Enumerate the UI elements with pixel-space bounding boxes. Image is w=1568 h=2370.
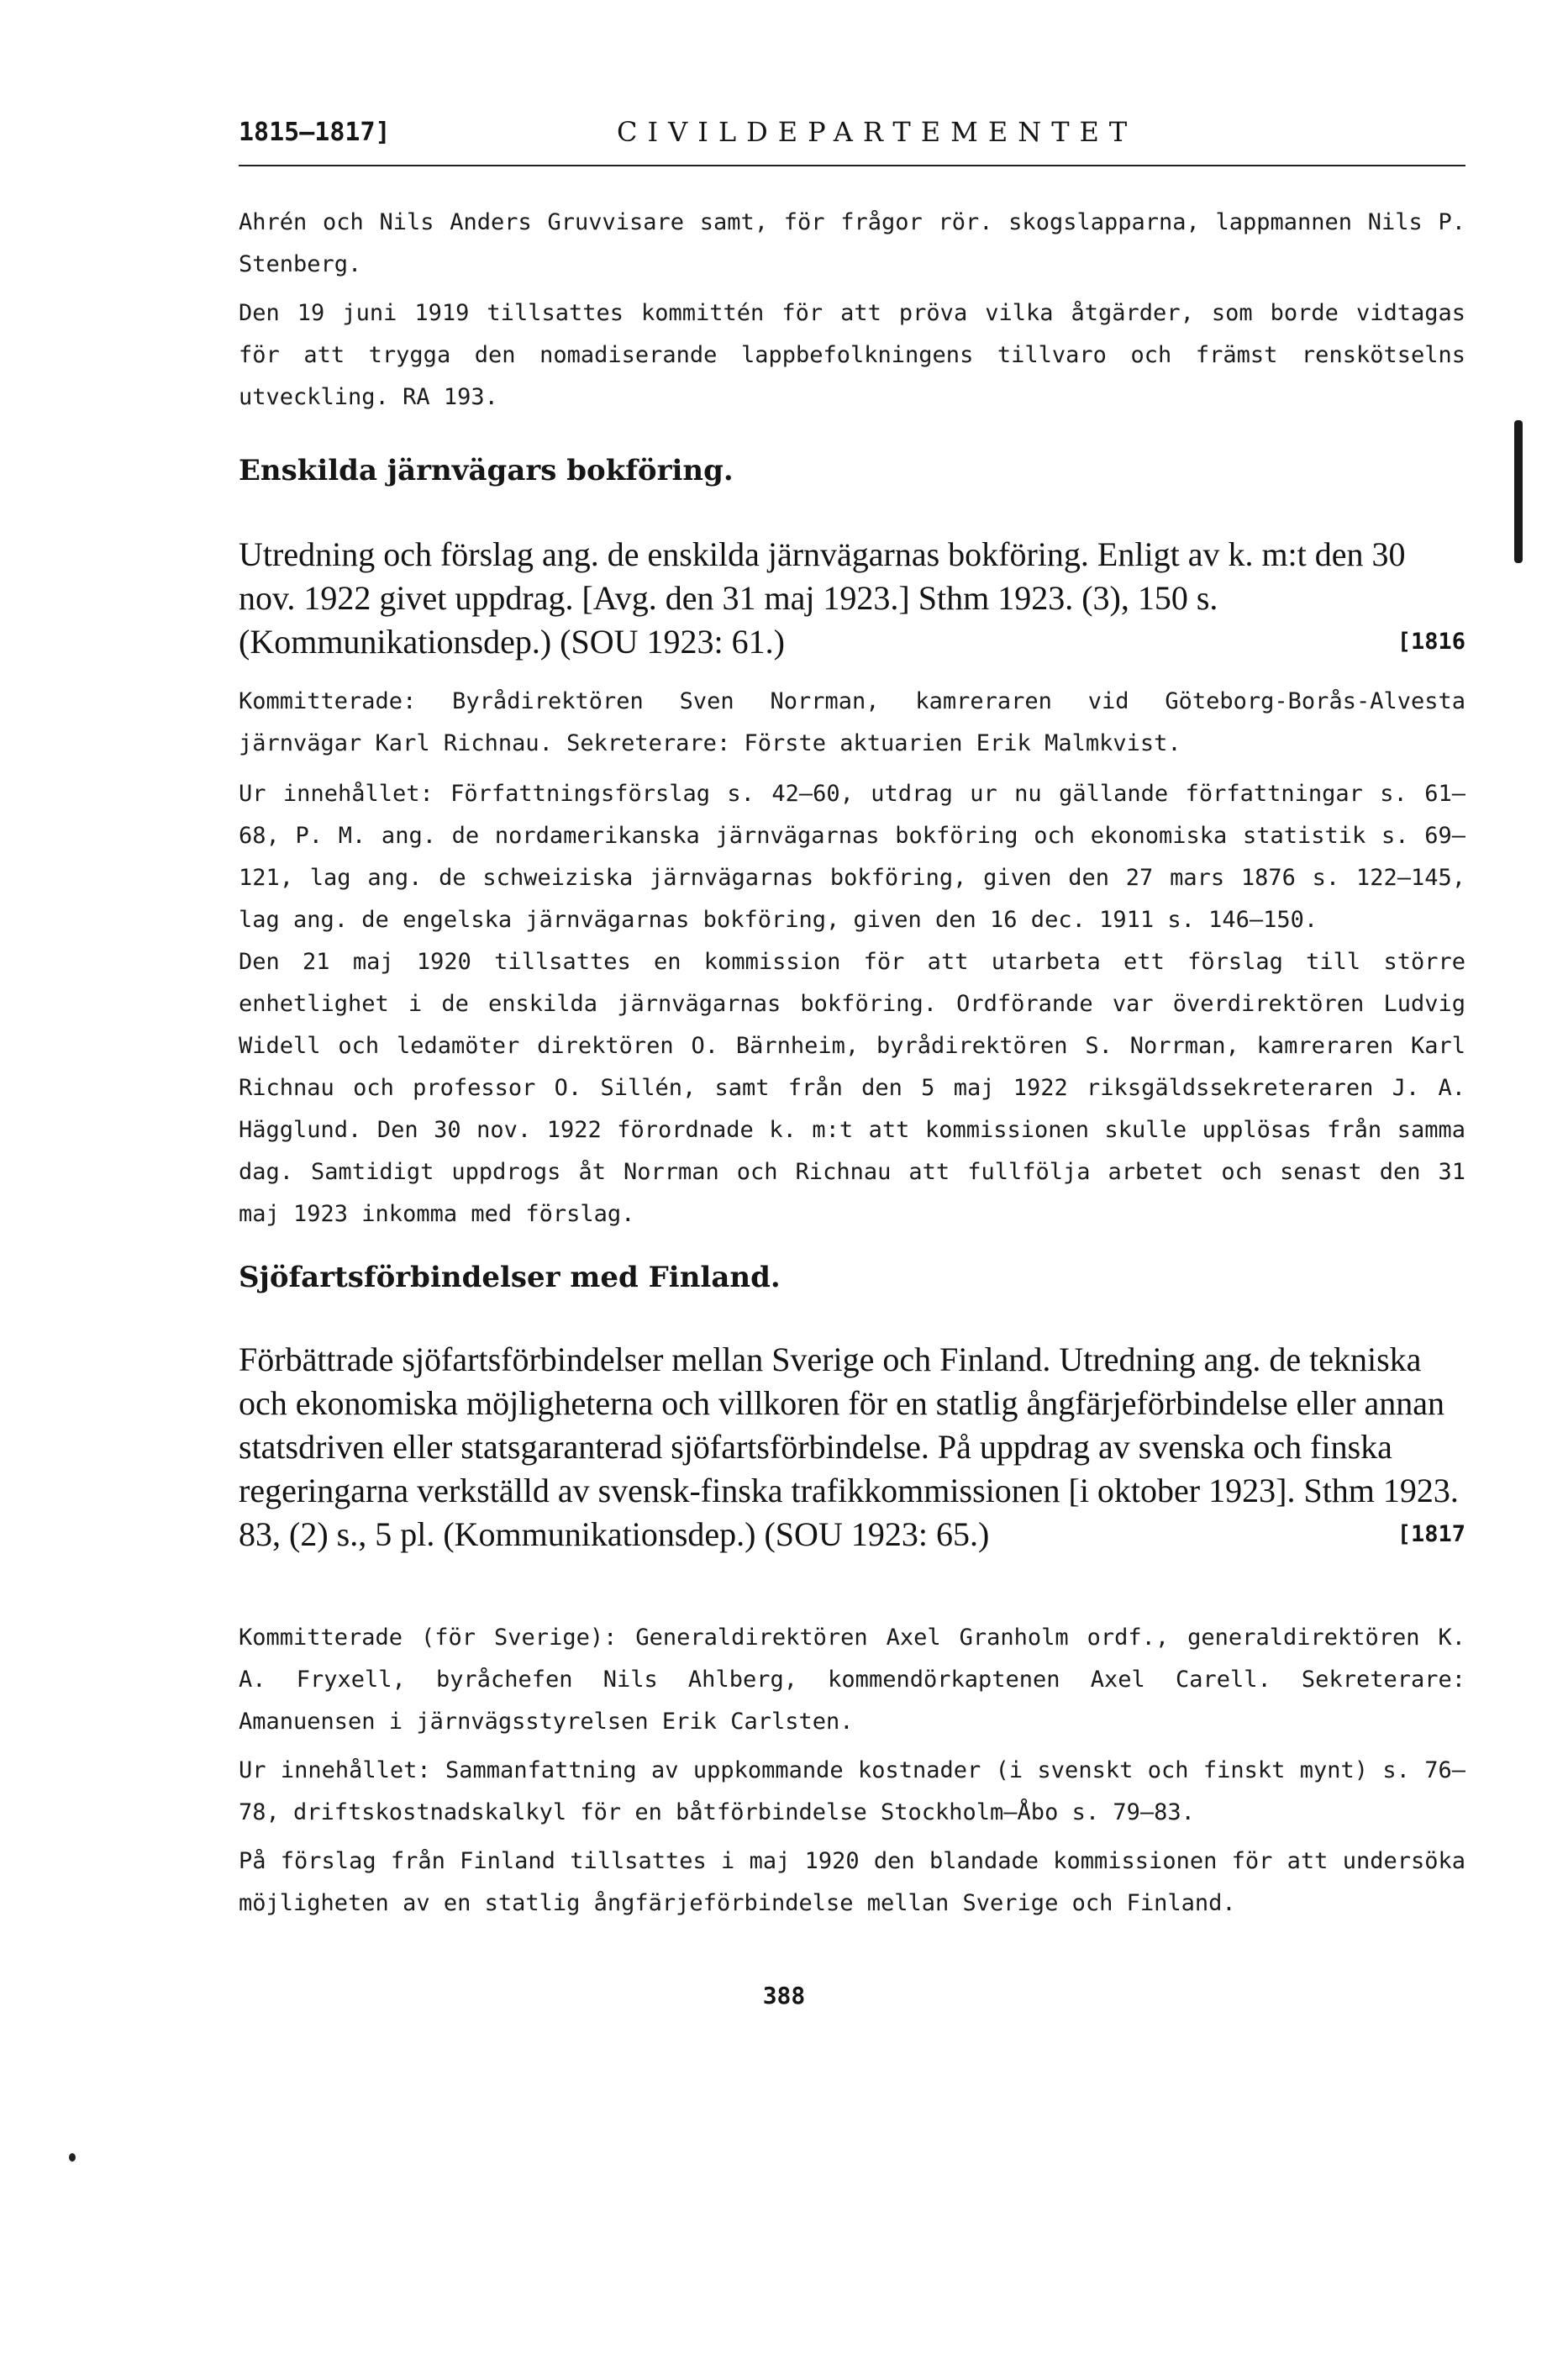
running-header bbox=[239, 114, 1465, 166]
entry-1816-text: Utredning och förslag ang. de enskilda järnvägarnas bokföring. Enligt av k. m:t den 30 nov. 1922 givet uppdrag. [Avg. den 31 maj 1923.] Sthm 1923. (3), 150 s. (Kommunikationsdep.) (SOU 1923: 61.) bbox=[239, 535, 1406, 661]
header-range: 1815—1817] bbox=[239, 118, 391, 147]
entry-1817-history: På förslag från Finland tillsattes i maj 1920 den blandade kommissionen för att undersöka möjligheten av en statlig ångfärjeförbindelse mellan Sverige och Finland. bbox=[239, 1848, 1465, 1916]
entry-1817-contents: Ur innehållet: Sammanfattning av uppkommande kostnader (i svenskt och finskt mynt) s. 76—78, driftskostnadskalkyl för en båtförbindelse Stockholm—Åbo s. 79—83. bbox=[239, 1757, 1465, 1825]
entry-1816-committee: Kommitterade: Byrådirektören Sven Norrman, kamreraren vid Göteborg-Borås-Alvesta järnvägar Karl Richnau. Sekreterare: Förste aktuarien Erik Malmkvist. bbox=[239, 688, 1465, 756]
entry-1817-text: Förbättrade sjöfartsförbindelser mellan Sverige och Finland. Utredning ang. de tekniska och ekonomiska möjligheterna och villkoren för en statlig ångfärjeförbindelse eller annan statsdriven eller statsgaranterad sjöfartsförbindelse. På uppdrag av svenska och finska regeringarna verkställd av svensk-finska trafikkommissionen [i oktober 1923]. Sthm 1923. 83, (2) s., 5 pl. (Kommunikationsdep.) (SOU 1923: 65.) bbox=[239, 1340, 1459, 1553]
entry-1817-committee: Kommitterade (för Sverige): Generaldirektören Axel Granholm ordf., generaldirektören K. A. Fryxell, byråchefen Nils Ahlberg, kommendörkaptenen Axel Carell. Sekreterare: Amanuensen i järnvägsstyrelsen Erik Carlsten. bbox=[239, 1625, 1465, 1735]
speck-mark bbox=[69, 2153, 76, 2162]
entry-1816-contents: Ur innehållet: Författningsförslag s. 42—60, utdrag ur nu gällande författningar s. 61—68, P. M. ang. de nordamerikanska järnvägarnas bokföring och ekonomiska statistik s. 69—121, lag ang. de schweiziska järnvägarnas bokföring, given den 27 mars 1876 s. 122—145, lag ang. de engelska järnvägarnas bokföring, given den 16 dec. 1911 s. 146—150. bbox=[239, 781, 1465, 933]
section-heading-shipping: Sjöfartsförbindelser med Finland. bbox=[239, 1261, 781, 1294]
entry-1817 bbox=[239, 1338, 1465, 1556]
intro-paragraph-2: Den 19 juni 1919 tillsattes kommittén för att pröva vilka åtgärder, som borde vidtagas för att trygga den nomadiserande lappbefolkningens tillvaro och främst renskötselns utveckling. RA 193. bbox=[239, 300, 1465, 410]
section-heading-railway: Enskilda järnvägars bokföring. bbox=[239, 454, 734, 487]
entry-1817-number: [1817 bbox=[1397, 1521, 1465, 1547]
header-title: CIVILDEPARTEMENTET bbox=[617, 116, 1138, 148]
entry-1816 bbox=[239, 533, 1465, 664]
entry-1816-number: [1816 bbox=[1397, 629, 1465, 655]
intro-paragraph-1: Ahrén och Nils Anders Gruvvisare samt, för frågor rör. skogslapparna, lappmannen Nils P. Stenberg. bbox=[239, 209, 1465, 277]
page-number: 388 bbox=[762, 1982, 806, 2009]
entry-1816-history: Den 21 maj 1920 tillsattes en kommission för att utarbeta ett förslag till större enhetlighet i de enskilda järnvägarnas bokföring. Ordförande var överdirektören Ludvig Widell och ledamöter direktören O. Bärnheim, byrådirektören S. Norrman, kamreraren Karl Richnau och professor O. Sillén, samt från den 5 maj 1922 riksgäldssekreteraren J. A. Hägglund. Den 30 nov. 1922 förordnade k. m:t att kommissionen skulle upplösas från samma dag. Samtidigt uppdrogs åt Norrman och Richnau att fullfölja arbetet och senast den 31 maj 1923 inkomma med förslag. bbox=[239, 949, 1465, 1227]
margin-mark bbox=[1514, 420, 1523, 563]
